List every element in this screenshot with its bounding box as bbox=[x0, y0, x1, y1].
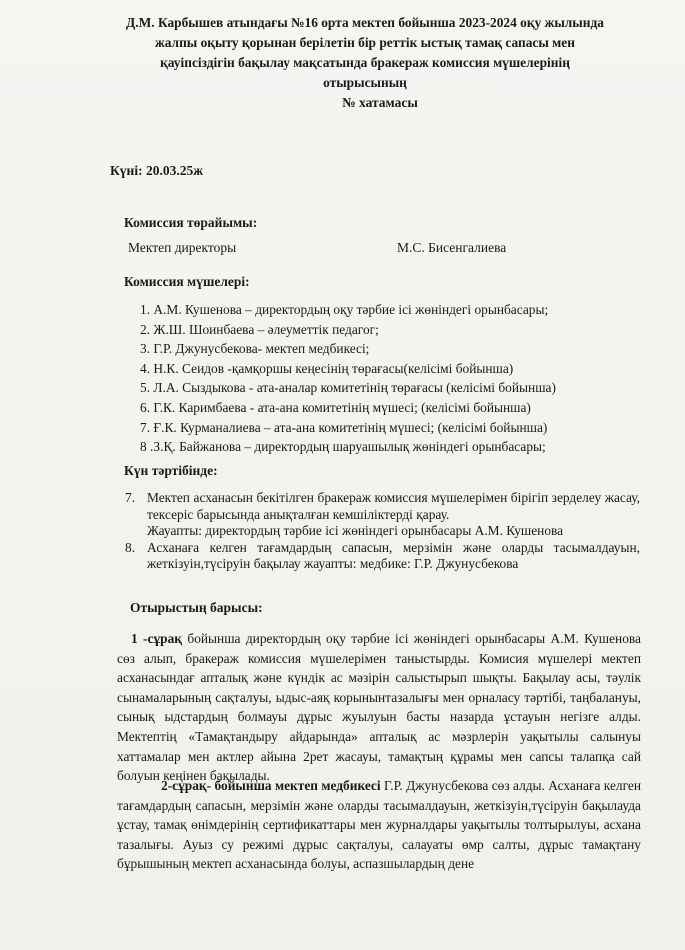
agenda-list bbox=[125, 490, 640, 573]
title-line-4: отырысының bbox=[323, 75, 407, 90]
question-1-text: бойынша директордың оқу тәрбие ісі жөніндегі орынбасары А.М. Кушенова сөз алып, бракераж комиссия мүшелерімен таныстырды. Комисия мүшелері мектеп асханасындағ апталық және күндік ас мәзірін салыстырып шықты. Бақылау асы, тәулік сынамаларының сақталуы, ыдыс-аяқ корынынтазалығы мен орналасу тәртібі, таңбалануы, сынық ыдстардың болмауы дұрыс жуылуын басты назарда ұстауын негізге алды. Мектептің «Тамақтандыру айдарында» апталық ас мәзрлерін уақытылы салынуы хаттамалар мен актлер айына 2рет жасауы, тамақтың құрамы мен сапсы талапқа сай болуын кеңінен бақылады. bbox=[117, 631, 641, 784]
title-line-2: жалпы оқыту қорынан берілетін бір реттік ыстық тамақ сапасы мен bbox=[155, 35, 575, 50]
member-item: 6. Г.К. Каримбаева - ата-ана комитетінің мүшесі; (келісімі бойынша) bbox=[140, 399, 531, 415]
progress-paragraph-2 bbox=[117, 776, 641, 874]
chair-role: Мектеп директоры bbox=[128, 240, 237, 255]
agenda-item-number: 7. bbox=[125, 490, 136, 505]
title-line-3: қауіпсіздігін бақылау мақсатында бракераж комиссия мүшелерінің bbox=[160, 55, 570, 70]
protocol-label: № хатамасы bbox=[342, 95, 418, 110]
agenda-item-text: Мектеп асханасын бекітілген бракераж комиссия мүшелерімен бірігіп зерделеу жасау, тексеріс барысында анықталған кемшіліктерді қарау. bbox=[147, 490, 640, 522]
question-2-label: 2-сұрақ- бойынша мектеп медбикесі bbox=[161, 778, 381, 793]
member-item: 2. Ж.Ш. Шоинбаева – әлеуметтік педагог; bbox=[140, 321, 379, 337]
agenda-heading: Күн тәртібінде: bbox=[124, 463, 218, 478]
question-1-label: 1 -сұрақ bbox=[131, 631, 183, 646]
member-item: 4. Н.К. Сеидов -қамқоршы кеңесінің төрағасы(келісімі бойынша) bbox=[140, 360, 514, 376]
member-item: 5. Л.А. Сыздыкова - ата-аналар комитетінің төрағасы (келісімі бойынша) bbox=[140, 380, 556, 396]
agenda-item-text: Асханаға келген тағамдардың сапасын, мерзімін және оларды тасымалдауын, жеткізуін,түсіруін бақылау жауапты: медбике: Г.Р. Джунусбекова bbox=[147, 539, 640, 571]
agenda-item bbox=[125, 490, 640, 540]
document-title bbox=[110, 13, 620, 93]
members-heading: Комиссия мүшелері: bbox=[124, 274, 250, 289]
member-item: 1. А.М. Кушенова – директордың оқу тәрбие ісі жөніндегі орынбасары; bbox=[140, 302, 549, 317]
agenda-item-number: 8. bbox=[125, 539, 136, 555]
members-list bbox=[140, 300, 556, 457]
title-line-1: Д.М. Карбышев атындағы №16 орта мектеп бойынша 2023-2024 оқу жылында bbox=[126, 15, 604, 30]
progress-paragraph-1 bbox=[117, 629, 641, 786]
progress-heading: Отырыстың барысы: bbox=[130, 600, 263, 615]
member-item: 8 .З.Қ. Байжанова – директордың шаруашылық жөніндегі орынбасары; bbox=[140, 439, 546, 455]
question-2-text: Г.Р. Джунусбекова сөз алды. Асханаға келген тағамдардың сапасын, мерзімін және оларды тасымалдауын, жеткізуін,түсіруін бақылауда ұстау, тамақ өнімдерінің сертификаттары мен журналдары уақытылы толтырылуы, асхана тазалығы. Ауыз су режимі дұрыс сақталуы, салауаты өмр салты, дұрыс тамақтану бұрышының мектеп асханасында болуы, аспазшылардың дене bbox=[117, 778, 642, 872]
meeting-date: Күні: 20.03.25ж bbox=[110, 163, 203, 178]
agenda-item bbox=[125, 540, 640, 573]
chair-name: М.С. Бисенгалиева bbox=[397, 240, 507, 255]
agenda-item-responsible: Жауапты: директордың тәрбие ісі жөніндегі орынбасары А.М. Кушенова bbox=[147, 523, 564, 538]
member-item: 7. Ғ.К. Курманалиева – ата-ана комитетінің мүшесі; (келісімі бойынша) bbox=[140, 419, 548, 435]
member-item: 3. Г.Р. Джунусбекова- мектеп медбикесі; bbox=[140, 341, 370, 357]
chair-heading: Комиссия төрайымы: bbox=[124, 215, 258, 230]
